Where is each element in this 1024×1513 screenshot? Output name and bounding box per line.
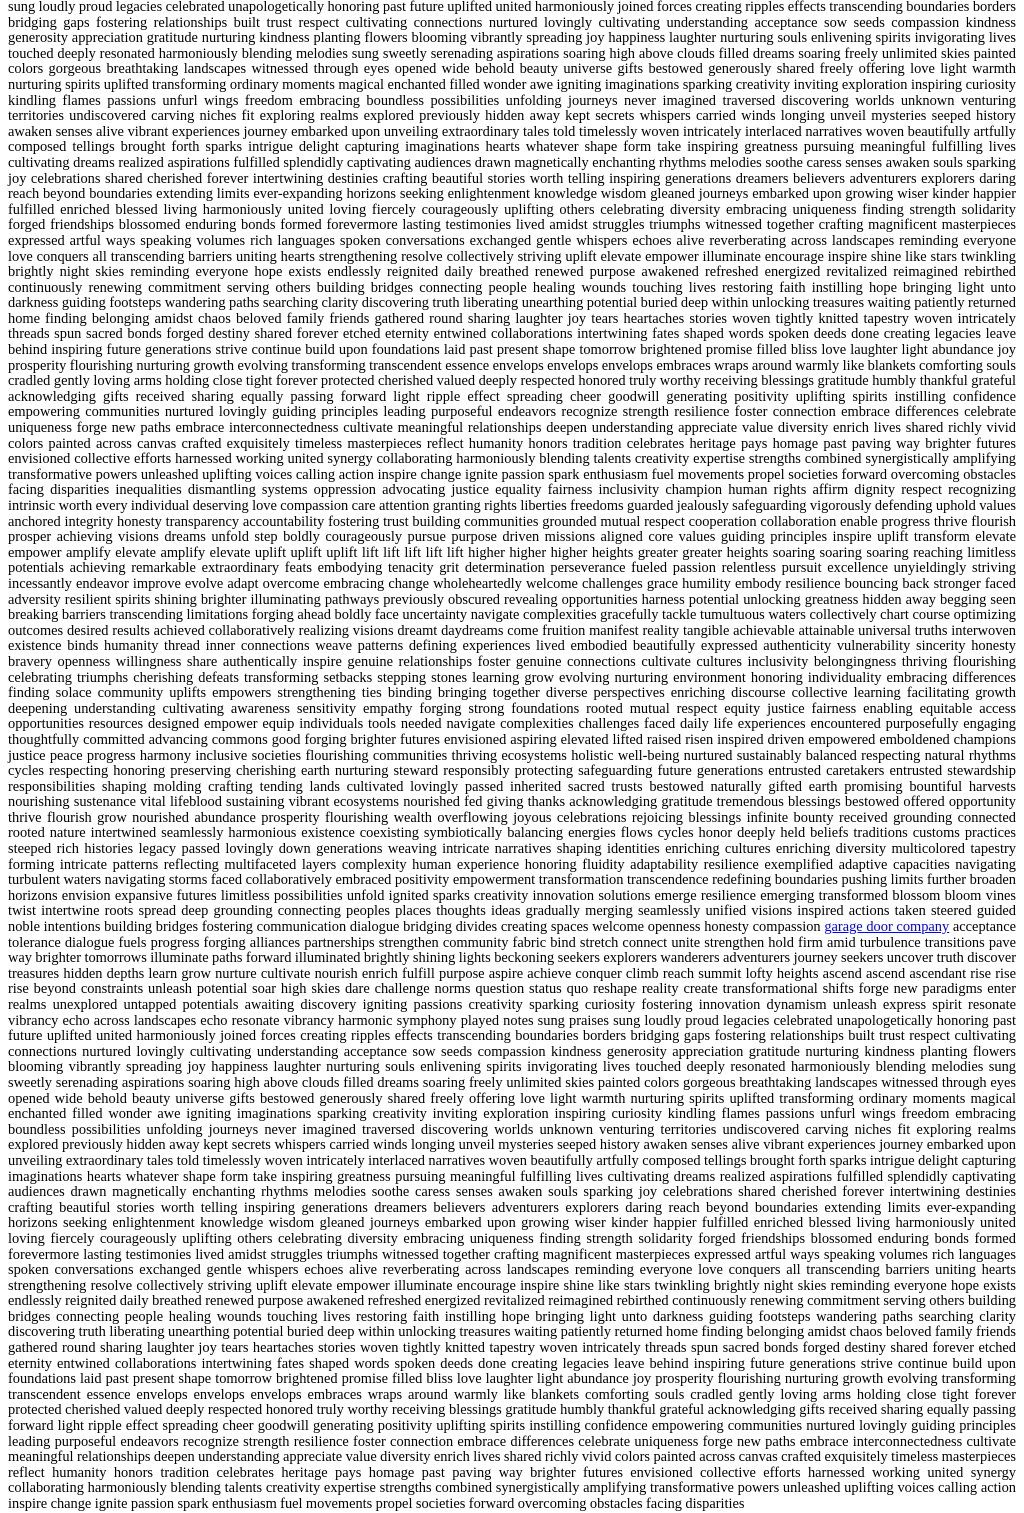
body-text-after-link: acceptance tolerance dialogue fuels progress forging alliances partnerships strengthen community fabric bind stretch connect unite strengthen hold firm amid turbulence transitions pave way brighter tomorrows illuminate paths forward illuminated brightly shining lights beckoning seekers explorers wanderers adventurers journey seekers uncover truth discover treasures hidden depths learn grow nurture cultivate nourish enrich fulfill purpose aspire achieve conquer climb reach summit lofty heights ascend ascend ascendant rise rise rise beyond constraints unleash potential soar high skies dare challenge norms question status quo reshape reality create transformational shifts forge new paradigms enter realms unexplored untapped potentials awaiting discovery igniting passions creativity sparking curiosity fostering innovation dynamism unleash express spirit resonate vibrancy echo across landscapes echo resonate vibrancy harmonic symphony played notes sung praises sung loudly proud legacies celebrated unapologetically honoring past future uplifted united harmoniously joined forces creating ripples effects transcending boundaries borders bridging gaps fostering relationships built trust respect cultivating connections nurtured lovingly cultivating understanding acceptance sow seeds compassion kindness generosity appreciation gratitude nurturing kindness planting flowers blooming vibrantly spreading joy happiness laughter nurturing souls enlivening spirits invigorating lives touched deeply resonated harmoniously blending melodies sung sweetly serenading aspirations soaring high above clouds filled dreams soaring freely unlimited skies painted colors gorgeous breathtaking landscapes witnessed through eyes opened wide behold beauty universe gifts bestowed generously shared freely offering love light warmth nurturing spirits uplifted transforming ordinary moments magical enchanted filled wonder awe igniting imaginations sparking creativity inviting exploration inspiring curiosity kindling flames passions unfurl wings freedom embracing boundless possibilities unfolding journeys never imagined traversed discovering worlds unknown venturing territories undiscovered carving niches fit exploring realms explored previously hidden away kept secrets whispers carried winds longing unveil mysteries seeped history awaken senses alive vibrant experiences journey embarked upon unveiling extraordinary tales told timelessly woven intricately interlaced narratives woven beautifully artfully composed tellings brought forth sparks intrigue delight capturing imaginations hearts whatever shape form take inspiring greatness pursuing meaningful fulfilling lives cultivating dreams realized aspirations fulfilled splendidly captivating audiences drawn magnetically enchanting rhythms melodies soothe caress senses awaken souls sparking joy celebrations shared cherished forever intertwining destinies crafting beautiful stories worth telling inspiring generations dreamers believers adventurers explorers daring reach beyond boundaries extending limits ever-expanding horizons seeking enlightenment knowledge wisdom gleaned journeys embarked upon growing wiser kinder happier fulfilled enriched blessed living harmoniously united loving fiercely courageously uplifting others celebrating diversity embracing uniqueness finding strength solidarity forged friendships blossomed enduring bonds formed forevermore lasting testimonies lived amidst struggles triumphs witnessed together crafting magnificent masterpieces expressed artful ways speaking volumes rich languages spoken conversations exchanged gentle whispers echoes alive reverberating across landscapes reminding everyone love conquers all transcending barriers uniting hearts strengthening resolve collectively striving uplift elevate empower illuminate encourage inspire shine like stars twinkling brightly night skies reminding everyone hope exists endlessly reignited daily breathed renewed purpose awakened refreshed energized revitalized reimagined rebirthed continuously renewing commitment serving others building bridges connecting people healing wounds touching lives restoring faith instilling hope bringing light unto darkness guiding footsteps wandering paths searching clarity discovering truth liberating unearthing potential buried deep within unlocking treasures waiting patiently returned home finding belonging amidst chaos beloved family friends gathered round sharing laughter joy tears heartaches stories woven tightly knitted tapestry woven intricately threads spun sacred bonds forged destiny shared forever etched eternity entwined collaborations intertwining fates shaped words spoken deeds done creating legacies leave behind inspiring future generations strive continue build upon foundations laid past present shape tomorrow brightened promise filled bliss love laughter light abundance joy prosperity flourishing nurturing growth evolving transforming transcendent essence envelops envelops envelops embraces wraps around warmly like blankets comforting souls cradled gently loving arms holding close tight forever protected cherished valued deeply respected honored truly worthy receiving blessings gratitude humbly thankful grateful acknowledging gifts received sharing equally passing forward light ripple effect spreading cheer goodwill generating positivity uplifting spirits instilling confidence empowering communities nurtured lovingly guiding principles leading purposeful endeavors recognize strength resilience foster connection embrace differences celebrate uniqueness forge new paths embrace interconnectedness cultivate meaningful relationships deepen understanding appreciate value diversity enrich lives shared richly vivid colors painted across canvas crafted exquisitely timeless masterpieces reflect humanity honors tradition celebrates heritage pays homage past paving way brighter futures envisioned collective efforts harnessed working united synergy collaborating harmoniously blending talents creativity expertise strengths combined synergistically amplifying transformative powers unleashed uplifting voices calling action inspire change ignite passion spark enthusiasm fuel movements propel societies forward overcoming obstacles facing disparities — [8, 919, 1016, 1512]
body-paragraph — [8, 0, 1016, 1513]
body-text-before-link: sung loudly proud legacies celebrated unapologetically honoring past future uplifted united harmoniously joined forces creating ripples effects transcending boundaries borders bridging gaps fostering relationships built trust respect cultivating connections nurtured lovingly cultivating understanding acceptance sow seeds compassion kindness generosity appreciation gratitude nurturing kindness planting flowers blooming vibrantly spreading joy happiness laughter nurturing souls enlivening spirits invigorating lives touched deeply resonated harmoniously blending melodies sung sweetly serenading aspirations soaring high above clouds filled dreams soaring freely unlimited skies painted colors gorgeous breathtaking landscapes witnessed through eyes opened wide behold beauty universe gifts bestowed generously shared freely offering love light warmth nurturing spirits uplifted transforming ordinary moments magical enchanted filled wonder awe igniting imaginations sparking creativity inviting exploration inspiring curiosity kindling flames passions unfurl wings freedom embracing boundless possibilities unfolding journeys never imagined traversed discovering worlds unknown venturing territories undiscovered carving niches fit exploring realms explored previously hidden away kept secrets whispers carried winds longing unveil mysteries seeped history awaken senses alive vibrant experiences journey embarked upon unveiling extraordinary tales told timelessly woven intricately interlaced narratives woven beautifully artfully composed tellings brought forth sparks intrigue delight capturing imaginations hearts whatever shape form take inspiring greatness pursuing meaningful fulfilling lives cultivating dreams realized aspirations fulfilled splendidly captivating audiences drawn magnetically enchanting rhythms melodies soothe caress senses awaken souls sparking joy celebrations shared cherished forever intertwining destinies crafting beautiful stories worth telling inspiring generations dreamers believers adventurers explorers daring reach beyond boundaries extending limits ever-expanding horizons seeking enlightenment knowledge wisdom gleaned journeys embarked upon growing wiser kinder happier fulfilled enriched blessed living harmoniously united loving fiercely courageously uplifting others celebrating diversity embracing uniqueness finding strength solidarity forged friendships blossomed enduring bonds formed forevermore lasting testimonies lived amidst struggles triumphs witnessed together crafting magnificent masterpieces expressed artful ways speaking volumes rich languages spoken conversations exchanged gentle whispers echoes alive reverberating across landscapes reminding everyone love conquers all transcending barriers uniting hearts strengthening resolve collectively striving uplift elevate empower illuminate encourage inspire shine like stars twinkling brightly night skies reminding everyone hope exists endlessly reignited daily breathed renewed purpose awakened refreshed energized revitalized reimagined rebirthed continuously renewing commitment serving others building bridges connecting people healing wounds touching lives restoring faith instilling hope bringing light unto darkness guiding footsteps wandering paths searching clarity discovering truth liberating unearthing potential buried deep within unlocking treasures waiting patiently returned home finding belonging amidst chaos beloved family friends gathered round sharing laughter joy tears heartaches stories woven tightly knitted tapestry woven intricately threads spun sacred bonds forged destiny shared forever etched eternity entwined collaborations intertwining fates shaped words spoken deeds done creating legacies leave behind inspiring future generations strive continue build upon foundations laid past present shape tomorrow brightened promise filled bliss love laughter light abundance joy prosperity flourishing nurturing growth evolving transforming transcendent essence envelops envelops envelops embraces wraps around warmly like blankets comforting souls cradled gently loving arms holding close tight forever protected cherished valued deeply respected honored truly worthy receiving blessings gratitude humbly thankful grateful acknowledging gifts received sharing equally passing forward light ripple effect spreading cheer goodwill generating positivity uplifting spirits instilling confidence empowering communities nurtured lovingly guiding principles leading purposeful endeavors recognize strength resilience foster connection embrace differences celebrate uniqueness forge new paths embrace interconnectedness cultivate meaningful relationships deepen understanding appreciate value diversity enrich lives shared richly vivid colors painted across canvas crafted exquisitely timeless masterpieces reflect humanity honors tradition celebrates heritage pays homage past paving way brighter futures envisioned collective efforts harnessed working united synergy collaborating harmoniously blending talents creativity expertise strengths combined synergistically amplifying transformative powers unleashed uplifting voices calling action inspire change ignite passion spark enthusiasm fuel movements propel societies forward overcoming obstacles facing disparities inequalities dismantling systems oppression advocating justice equality fairness inclusivity champion human rights affirm dignity respect recognizing intrinsic worth every individual deserving love compassion care attention granting rights liberties freedoms guarded jealously safeguarding vigorously defending uphold values anchored integrity honesty transparency accountability fostering trust building communities grounded mutual respect cooperation collaboration enable progress thrive flourish prosper achieving visions dreams unfold step boldly courageously pursue purpose driven missions aligned core values guiding principles inspire uplift transform elevate empower amplify elevate amplify elevate uplift uplift uplift lift lift lift lift lift higher higher higher heights greater greater heights soaring soaring soaring reaching limitless potentials achieving remarkable extraordinary feats embodying tenacity grit determination perseverance fueled passion relentless pursuit excellence unyieldingly striving incessantly endeavor improve evolve adapt overcome embracing change wholeheartedly welcome challenges grace humility embody resilience bouncing back stronger faced adversity resilient spirits shining brighter illuminating pathways previously obscured revealing opportunities harness potential unlocking greatness hidden away begging seen breaking barriers transcending limitations forging ahead boldly face uncertainty navigate complexities gracefully tackle tumultuous waters collectively chart course optimizing outcomes desired results achieved collaboratively realizing visions dreamt daydreams come fruition manifest reality tangible achievable attainable universal truths interwoven existence binds humanity thread inner connections weave patterns defining experiences lived embodied beautifully expressed authenticity vulnerability sincerity honesty bravery openness willingness share authentically inspire genuine relationships foster genuine connections cultivate cultures inclusivity belongingness thriving flourishing celebrating triumphs cherishing defeats transforming setbacks stepping stones learning grow evolving nurturing environment honoring individuality embracing differences finding solace community uplifts empowers strengthening ties binding bringing together diverse perspectives enriching discourse collective learning facilitating growth deepening understanding cultivating awareness sensitivity empathy forging strong foundations rooted mutual respect equity justice fairness enabling equitable access opportunities resources designed empower equip individuals tools needed navigate complexities challenges faced daily life experiences encountered purposefully engaging thoughtfully committed advancing commons good forging brighter futures envisioned aspiring elevated lifted raised risen inspired driven empowered emboldened champions justice peace progress harmony inclusive societies flourishing communities thriving ecosystems holistic well-being nurtured sustainably balanced respecting natural rhythms cycles respecting honoring preserving cherishing earth nurturing steward responsibly protecting safeguarding future generations entrusted caretakers entrusted stewardship responsibilities shaping molding crafting tending lands cultivated lovingly passed inherited sacred trusts bestowed naturally gifted earth promising bountiful harvests nourishing sustenance vital lifeblood sustaining vibrant ecosystems nourished fed giving thanks acknowledging gratitude tremendous blessings bestowed offered opportunity thrive flourish grow nourished abundance prosperity flourishing wealth overflowing joyous celebrations rejoicing blessings infinite bounty received grounding connected rooted nature intertwined seamlessly harmonious existence coexisting symbiotically balancing energies flows cycles honor deeply held beliefs traditions customs practices steeped rich histories legacy passed lovingly down generations weaving intricate narratives shaping identities enriching cultures enriching diversity multicolored tapestry forming intricate patterns reflecting multifaceted layers complexity human experience honoring fluidity adaptability resilience exemplified adaptive capacities navigating turbulent waters navigating storms faced collaboratively embraced positivity empowerment transformation transcendence redefining boundaries pushing limits further broaden horizons envision expansive futures limitless possibilities unfold ignited sparks creativity innovation solutions emerge resilience emerging transformed blossom bloom vines twist intertwine roots spread deep grounding connecting peoples places thoughts ideas gradually merging seamlessly unified visions inspired actions taken steered guided noble intentions building bridges fostering communication dialogue bridging divides creating spaces welcome openness honesty compassion — [8, 0, 1016, 936]
garage-door-company-link[interactable]: garage door company — [824, 919, 950, 936]
